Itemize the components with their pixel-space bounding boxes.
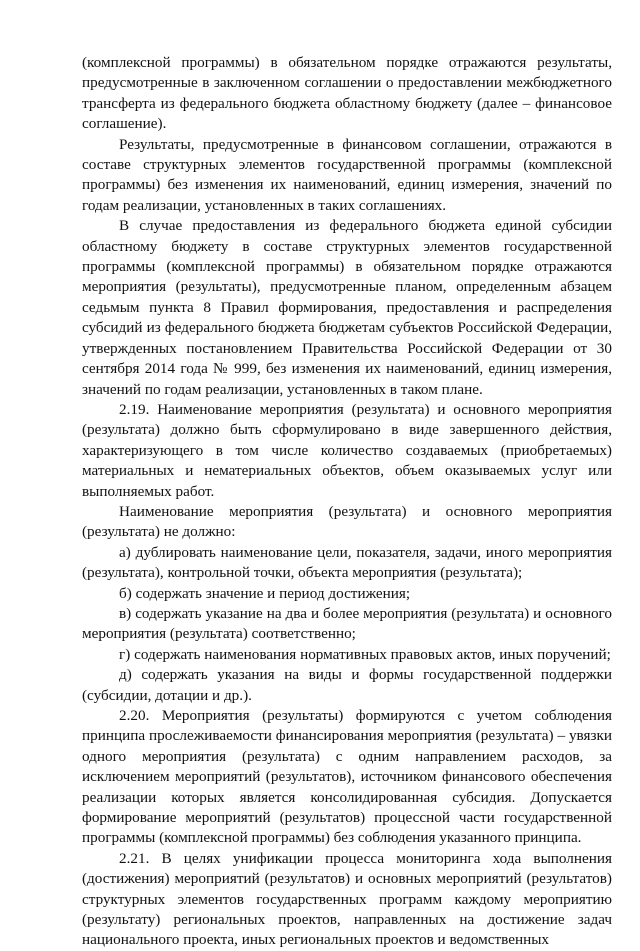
- paragraph-2: Результаты, предусмотренные в финансовом соглашении, отражаются в составе структурных элементов государственной программы (комплексной программы) без изменения их наименований, единиц измерения, значений по годам реализации, установленных в таких соглашениях.: [82, 135, 612, 214]
- list-item-v: в) содержать указание на два и более мероприятия (результата) и основного мероприятия (результата) соответственно;: [82, 604, 612, 643]
- list-item-b: б) содержать значение и период достижения;: [119, 584, 411, 602]
- list-item-g: г) содержать наименования нормативных правовых актов, иных поручений;: [119, 645, 611, 663]
- paragraph-1: (комплексной программы) в обязательном порядке отражаются результаты, предусмотренные в заключенном соглашении о предоставлении межбюджетного трансферта из федерального бюджета областному бюджету (далее – финансовое соглашение).: [82, 54, 612, 133]
- paragraph-3: В случае предоставления из федерального бюджета единой субсидии областному бюджету в составе структурных элементов государственной программы (комплексной программы) в обязательном порядке отражаются мероприятия (результаты), предусмотренные планом, определенным абзацем седьмым пункта 8 Правил формирования, предоставления и распределения субсидий из федерального бюджета бюджетам субъектов Российской Федерации, утвержденных постановлением Правительства Российской Федерации от 30 сентября 2014 года № 999, без изменения их наименований, единиц измерения, значений по годам реализации, установленных в таком плане.: [82, 217, 612, 398]
- list-item-d: д) содержать указания на виды и формы государственной поддержки (субсидии, дотации и др.).: [82, 666, 612, 704]
- paragraph-5: Наименование мероприятия (результата) и основного мероприятия (результата) не должно:: [82, 502, 612, 541]
- document-page: [82, 53, 612, 951]
- paragraph-2-20: 2.20. Мероприятия (результаты) формируются с учетом соблюдения принципа прослеживаемости финансирования мероприятия (результата) – увязки одного мероприятия (результата) с одним направлением расходов, за исключением мероприятий (результатов), источником финансового обеспечения реализации которых является консолидированная субсидия. Допускается формирование мероприятий (результатов) процессной части государственной программы (комплексной программы) без соблюдения указанного принципа.: [82, 707, 612, 847]
- paragraph-4: 2.19. Наименование мероприятия (результата) и основного мероприятия (результата) должно быть сформулировано в виде завершенного действия, характеризующего в том числе количество создаваемых (приобретаемых) материальных и нематериальных объектов, объем оказываемых услуг или выполняемых работ.: [82, 400, 612, 500]
- paragraph-2-21: 2.21. В целях унификации процесса мониторинга хода выполнения (достижения) мероприятий (результатов) и основных мероприятий (результатов) структурных элементов государственных программ каждому мероприятию (результату) региональных проектов, направленных на достижение задач национального проекта, иных региональных проектов и ведомственных: [82, 849, 612, 949]
- list-item-a: а) дублировать наименование цели, показателя, задачи, иного мероприятия (результата), контрольной точки, объекта мероприятия (результата);: [82, 543, 612, 582]
